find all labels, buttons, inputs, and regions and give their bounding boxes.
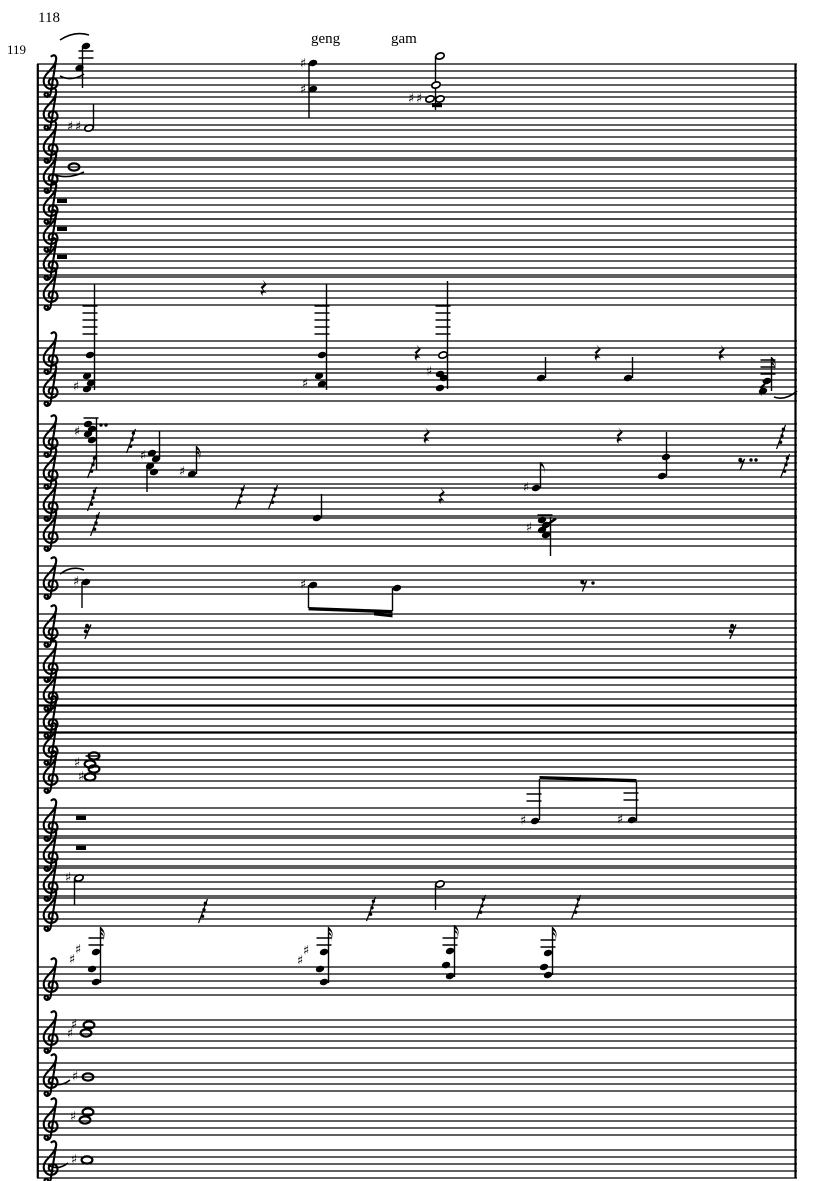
sharp-accidental: ♯: [296, 953, 304, 969]
notehead: [536, 374, 546, 383]
thirty-second-run: [782, 428, 785, 431]
sharp-accidental: ♯: [522, 480, 530, 496]
sharp-accidental: ♯: [73, 424, 81, 440]
sharp-accidental: ♯: [299, 56, 307, 72]
sharp-accidental: ♯: [301, 376, 309, 392]
notehead: [315, 965, 325, 974]
half-notehead: [425, 95, 435, 103]
sharp-accidental: ♯: [71, 1069, 79, 1085]
half-notehead: [435, 95, 445, 103]
sharp-accidental: ♯: [70, 1152, 78, 1168]
sharp-accidental: ♯: [415, 91, 423, 107]
sharp-accidental: ♯: [69, 1109, 77, 1125]
quarter-rest: [617, 428, 623, 445]
thirty-second-run: [577, 898, 580, 901]
notehead: [312, 514, 322, 523]
notehead: [85, 351, 95, 360]
sharp-accidental: ♯: [425, 364, 433, 380]
sharp-accidental: ♯: [74, 942, 82, 958]
notehead: [319, 948, 329, 957]
thirty-second-run: [90, 503, 93, 506]
sharp-accidental: ♯: [64, 870, 72, 886]
thirty-second-run: [90, 470, 93, 473]
sharp-accidental: ♯: [139, 448, 147, 464]
thirty-second-run: [93, 528, 96, 531]
quarter-rest: [424, 428, 430, 445]
sharp-accidental: ♯: [72, 379, 80, 395]
sharp-accidental: ♯: [299, 82, 307, 98]
sharp-accidental: ♯: [525, 520, 533, 536]
thirty-second-run: [370, 906, 373, 909]
notehead: [657, 472, 667, 481]
notehead: [441, 961, 451, 970]
thirty-second-run: [574, 911, 577, 914]
thirty-second-run: [94, 521, 97, 524]
thirty-second-run: [91, 463, 94, 466]
augmentation-dot: [749, 458, 752, 461]
thirty-second-run: [575, 904, 578, 907]
thirty-second-run: [786, 457, 789, 460]
notehead: [539, 963, 549, 972]
treble-clef-icon: [44, 958, 58, 1000]
beam: [309, 607, 393, 613]
thirty-second-run: [238, 501, 241, 504]
thirty-second-run: [129, 445, 132, 448]
thirty-second-run: [93, 490, 96, 493]
thirty-second-run: [91, 496, 94, 499]
thirty-second-run: [93, 457, 96, 460]
thirty-second-run: [480, 904, 483, 907]
quarter-rest: [595, 345, 601, 362]
thirty-second-run: [241, 488, 244, 491]
sharp-accidental: ♯: [73, 755, 81, 771]
thirty-second-run: [201, 915, 204, 918]
whole-rest: [57, 255, 67, 259]
notehead: [627, 816, 637, 825]
treble-clef-icon: [44, 1054, 58, 1096]
sharp-accidental: ♯: [616, 812, 624, 828]
half-notehead: [435, 880, 445, 888]
whole-note: [85, 773, 96, 780]
notehead: [308, 581, 318, 590]
sharp-accidental: ♯: [299, 577, 307, 593]
sharp-accidental: ♯: [66, 1026, 74, 1042]
notehead: [317, 351, 327, 360]
half-notehead: [431, 81, 441, 89]
notehead: [543, 971, 553, 980]
thirty-second-run: [239, 494, 242, 497]
sharp-accidental: ♯: [68, 952, 76, 968]
thirty-second-run: [132, 432, 135, 435]
notehead: [445, 947, 455, 956]
sharp-accidental: ♯: [407, 91, 415, 107]
thirty-second-run: [372, 900, 375, 903]
notehead: [543, 949, 553, 958]
half-rest: [432, 103, 442, 107]
notehead: [319, 978, 329, 987]
notehead: [87, 965, 97, 974]
measure-number-118: 118: [38, 10, 60, 26]
treble-clef-icon: [44, 1141, 58, 1181]
whole-rest: [76, 816, 86, 820]
augmentation-dot: [99, 423, 102, 426]
whole-rest: [76, 846, 86, 850]
sharp-accidental: ♯: [302, 943, 310, 959]
whole-note: [83, 1108, 94, 1115]
sharp-accidental: ♯: [72, 574, 80, 590]
thirty-second-run: [274, 488, 277, 491]
lyric-syllable-geng: geng: [311, 31, 341, 47]
sharp-accidental: ♯: [178, 464, 186, 480]
thirty-second-run: [369, 913, 372, 916]
treble-clef-icon: [44, 1011, 58, 1053]
notehead: [623, 374, 633, 383]
whole-rest: [57, 199, 67, 203]
notehead: [531, 484, 541, 493]
notehead: [435, 384, 445, 393]
notehead: [530, 817, 540, 826]
thirty-second-run: [204, 902, 207, 905]
whole-note: [80, 1116, 91, 1123]
thirty-second-run: [479, 911, 482, 914]
half-notehead: [435, 52, 445, 60]
treble-clef-icon: [44, 557, 58, 599]
whole-note: [84, 1021, 95, 1028]
whole-note: [81, 1029, 92, 1036]
augmentation-dot: [754, 458, 757, 461]
thirty-second-run: [780, 434, 783, 437]
thirty-second-run: [779, 441, 782, 444]
thirty-second-run: [784, 463, 787, 466]
augmentation-dot: [591, 581, 594, 584]
thirty-second-run: [272, 494, 275, 497]
sharp-accidental: ♯: [74, 119, 82, 135]
augmentation-dot: [104, 423, 107, 426]
treble-clef-icon: [44, 1098, 58, 1140]
thirty-second-run: [271, 501, 274, 504]
quarter-rest: [261, 280, 267, 297]
notehead: [91, 948, 101, 957]
thirty-second-run: [96, 515, 99, 518]
notehead: [445, 972, 455, 981]
thirty-second-run: [130, 438, 133, 441]
sharp-accidental: ♯: [70, 1017, 78, 1033]
quarter-rest: [415, 345, 421, 362]
half-notehead: [438, 351, 448, 359]
whole-rest: [57, 227, 67, 231]
tie: [60, 34, 89, 40]
sharp-accidental: ♯: [519, 813, 527, 829]
measure-number-119: 119: [7, 42, 27, 57]
whole-note: [82, 1156, 93, 1163]
sharp-accidental: ♯: [77, 769, 85, 785]
thirty-second-run: [202, 908, 205, 911]
whole-note: [89, 765, 100, 772]
lyric-syllable-gam: gam: [391, 31, 417, 47]
thirty-second-run: [482, 898, 485, 901]
thirty-second-run: [783, 470, 786, 473]
notehead: [392, 584, 402, 593]
notehead: [91, 978, 101, 987]
quarter-rest: [719, 345, 725, 362]
sharp-accidental: ♯: [66, 119, 74, 135]
